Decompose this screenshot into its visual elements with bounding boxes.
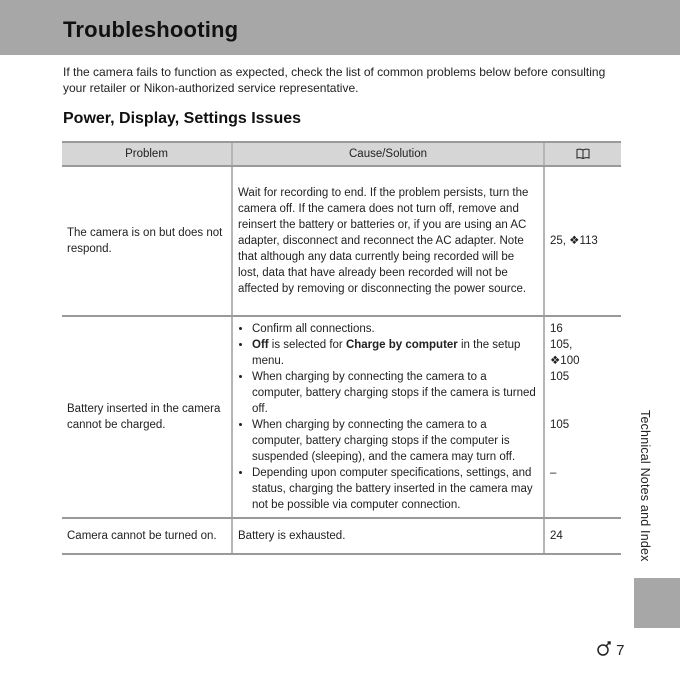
- side-tab-marker: [634, 578, 680, 628]
- page-number-value: 7: [616, 642, 625, 659]
- reference-column-header: [544, 142, 621, 166]
- table-row: [62, 316, 621, 518]
- list-item: • When charging by connecting the camera to a computer, battery charging stops if the camera is turned off.: [252, 369, 538, 417]
- intro-paragraph: If the camera fails to function as expected, check the list of common problems below before consulting your retailer or Nikon-authorized service representative.: [63, 65, 606, 95]
- reference-item: 105, ❖100: [550, 339, 580, 367]
- problem-column-header: Problem: [62, 142, 232, 166]
- troubleshooting-table: [62, 141, 621, 555]
- problem-cell: The camera is on but does not respond.: [62, 166, 232, 316]
- reference-cell: [544, 316, 621, 518]
- setting-value: Off: [252, 339, 269, 351]
- reference-item: 16: [550, 323, 563, 335]
- list-item: • Off is selected for Charge by computer in the setup menu.: [252, 337, 538, 369]
- table-row: [62, 518, 621, 554]
- solution-cell: Battery is exhausted.: [232, 518, 544, 554]
- list-item: • When charging by connecting the camera to a computer, battery charging stops if the computer is suspended (sleeping), and the camera may turn off.: [252, 417, 538, 465]
- reference-item: 105: [550, 419, 570, 431]
- solution-bullet-list: [238, 321, 538, 513]
- solution-column-header: Cause/Solution: [232, 142, 544, 166]
- side-tab-label: Technical Notes and Index: [638, 410, 652, 562]
- reference-item: 105: [550, 371, 570, 383]
- list-item: • Confirm all connections.: [252, 321, 538, 337]
- solution-cell: Wait for recording to end. If the problem persists, turn the camera off. If the camera does not turn off, remove and reinsert the battery or batteries or, if you are using an AC adapter, disconnect and reconnect the AC adapter. Note that although any data currently being recorded will be lost, data that have already been recorded will not be affected by removing or disconnecting the power source.: [232, 166, 544, 316]
- tech-notes-icon: [594, 642, 616, 659]
- page-title: Troubleshooting: [63, 17, 239, 42]
- table-header-row: [62, 142, 621, 166]
- menu-option-name: Charge by computer: [345, 339, 458, 351]
- list-item: • Depending upon computer specifications, settings, and status, charging the battery inserted in the camera may not be possible via computer connection.: [252, 465, 538, 513]
- reference-item: –: [550, 467, 557, 479]
- table-row: [62, 166, 621, 316]
- problem-cell: Battery inserted in the camera cannot be charged.: [62, 316, 232, 518]
- section-heading: Power, Display, Settings Issues: [63, 110, 302, 127]
- reference-cell: 24: [544, 518, 621, 554]
- book-icon: [576, 148, 590, 159]
- reference-cell: 25, ❖113: [544, 166, 621, 316]
- page-number: [594, 640, 625, 659]
- problem-cell: Camera cannot be turned on.: [62, 518, 232, 554]
- solution-cell: [232, 316, 544, 518]
